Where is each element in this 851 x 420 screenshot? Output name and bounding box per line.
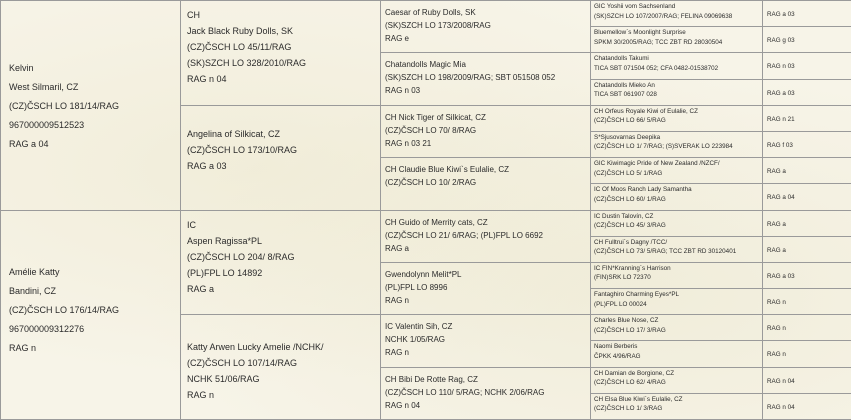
- dd-registration-2: NCHK 51/06/RAG: [187, 374, 260, 385]
- ss-name: Jack Black Ruby Dolls, SK: [187, 26, 294, 36]
- dam-cattery: Bandini, CZ: [9, 285, 57, 296]
- sddd-ems: RAG a 04: [763, 184, 851, 210]
- ddds-cell: [591, 367, 763, 393]
- dsd-name: Gwendolynn Melit*PL: [385, 269, 462, 279]
- sds-registration: (CZ)ČSCH LO 70/ 8/RAG: [385, 125, 477, 135]
- ds-ems: RAG a: [187, 283, 215, 294]
- dddd-name: CH Elsa Blue Kiwi`s Eulalie, CZ: [594, 395, 683, 403]
- dddd-ems: RAG n 04: [763, 393, 851, 419]
- sds-ems: RAG n 03 21: [385, 138, 432, 148]
- sdsd-registration: (CZ)ČSCH LO 1/ 7/RAG; (S)SVERAK LO 223984: [594, 143, 733, 151]
- dssd-registration: (CZ)ČSCH LO 73/ 5/RAG; TCC ZBT RD 30120401: [594, 248, 737, 256]
- ddd-registration: (CZ)ČSCH LO 110/ 5/RAG; NCHK 2/06/RAG: [385, 387, 545, 397]
- ssss-registration: (SK)SZCH LO 107/2007/RAG; FELINA 09069638: [594, 12, 733, 20]
- sire-registration: (CZ)ČSCH LO 181/14/RAG: [9, 101, 120, 111]
- sssd-ems: RAG g 03: [763, 27, 851, 53]
- dssd-name: CH Fulltrui`s Dagny /TCC/: [594, 238, 668, 246]
- ssds-cell: [591, 53, 763, 79]
- ssdd-name: Chatandolls Mieko An: [594, 81, 655, 89]
- sss-cell: [381, 1, 591, 53]
- dssd-cell: [591, 236, 763, 262]
- sdss-registration: (CZ)ČSCH LO 66/ 5/RAG: [594, 117, 666, 125]
- sdsd-ems: RAG f 03: [763, 131, 851, 157]
- ssss-name: GIC Yoshii vom Sachsenland: [594, 3, 676, 10]
- sss-name: Caesar of Ruby Dolls, SK: [385, 8, 476, 17]
- sdsd-name: S*Sjusovarnas Deepika: [594, 133, 661, 141]
- sdsd-cell: [591, 131, 763, 157]
- sddd-registration: (CZ)ČSCH LO 60/ 1/RAG: [594, 195, 666, 203]
- ssdd-ems: RAG a 03: [763, 79, 851, 105]
- ddsd-ems: RAG n: [763, 341, 851, 367]
- ssd-cell: [381, 53, 591, 105]
- dd-registration: (CZ)ČSCH LO 107/14/RAG: [187, 358, 298, 369]
- ss-title: CH: [187, 10, 200, 20]
- dd-name: Katty Arwen Lucky Amelie /NCHK/: [187, 342, 324, 353]
- sdss-cell: [591, 105, 763, 131]
- ds-registration-2: (PL)FPL LO 14892: [187, 267, 263, 278]
- ddds-registration: (CZ)ČSCH LO 62/ 4/RAG: [594, 379, 666, 387]
- ssss-ems: RAG a 03: [763, 1, 851, 27]
- sds-cell: [381, 105, 591, 157]
- ss-registration-2: (SK)SZCH LO 328/2010/RAG: [187, 58, 307, 68]
- sss-ems: RAG e: [385, 34, 410, 43]
- dss-ems: RAG a: [385, 243, 410, 253]
- ddd-name: CH Bibi De Rotte Rag, CZ: [385, 374, 478, 384]
- sdd-cell: [381, 158, 591, 210]
- sdss-ems: RAG n 21: [763, 105, 851, 131]
- dds-ems: RAG n: [385, 348, 410, 358]
- ddss-cell: [591, 315, 763, 341]
- dsdd-cell: [591, 289, 763, 315]
- sd-registration: (CZ)ČSCH LO 173/10/RAG: [187, 144, 298, 155]
- ddsd-cell: [591, 341, 763, 367]
- dam-ems: RAG n: [9, 342, 37, 353]
- sdds-registration: (CZ)ČSCH LO 5/ 1/RAG: [594, 169, 663, 177]
- ddd-cell: [381, 367, 591, 419]
- ds-name: Aspen Ragissa*PL: [187, 235, 263, 246]
- ssd-name: Chatandolls Magic Mia: [385, 60, 466, 70]
- dds-name: IC Valentin Sih, CZ: [385, 322, 453, 332]
- dsss-cell: [591, 210, 763, 236]
- ssd-ems: RAG n 03: [385, 86, 421, 96]
- ddds-ems: RAG n 04: [763, 367, 851, 393]
- dsdd-registration: (PL)FPL LO 00024: [594, 300, 647, 308]
- ssdd-cell: [591, 79, 763, 105]
- ssds-name: Chatandolls Takumi: [594, 55, 649, 63]
- ds-registration: (CZ)ČSCH LO 204/ 8/RAG: [187, 251, 295, 262]
- sire-chip: 967000009512523: [9, 120, 85, 130]
- dss-cell: [381, 210, 591, 262]
- sssd-registration: SPKM 30/2005/RAG; TCC ZBT RD 28030504: [594, 38, 723, 46]
- dd-cell: [181, 315, 381, 420]
- dddd-cell: [591, 393, 763, 419]
- dsd-registration: (PL)FPL LO 8996: [385, 282, 448, 292]
- sire-ems: RAG a 04: [9, 139, 49, 149]
- sd-name: Angelina of Silkicat, CZ: [187, 128, 281, 139]
- ssss-cell: [591, 1, 763, 27]
- sssd-name: Bluemellow`s Moonlight Surprise: [594, 29, 686, 37]
- dds-cell: [381, 315, 591, 367]
- dssd-ems: RAG a: [763, 236, 851, 262]
- dd-ems: RAG n: [187, 390, 215, 401]
- ss-registration: (CZ)ČSCH LO 45/11/RAG: [187, 42, 292, 52]
- sdds-ems: RAG a: [763, 158, 851, 184]
- sire-cell: [1, 1, 181, 211]
- sire-name: Kelvin: [9, 63, 34, 73]
- ssd-registration: (SK)SZCH LO 198/2009/RAG; SBT 051508 052: [385, 73, 556, 83]
- dddd-registration: (CZ)ČSCH LO 1/ 3/RAG: [594, 405, 663, 413]
- dam-chip: 967000009312276: [9, 323, 85, 334]
- dam-name: Amélie Katty: [9, 266, 60, 277]
- dsd-ems: RAG n: [385, 295, 410, 305]
- ssdd-registration: TICA SBT 061907 028: [594, 91, 657, 99]
- dam-cell: [1, 210, 181, 420]
- sds-name: CH Nick Tiger of Silkicat, CZ: [385, 112, 486, 122]
- ssds-ems: RAG n 03: [763, 53, 851, 79]
- sdds-name: GIC Kiwimagic Pride of New Zealand /NZCF/: [594, 160, 720, 168]
- dsdd-name: Fantaghiro Charming Eyes*PL: [594, 291, 680, 299]
- sdds-cell: [591, 158, 763, 184]
- ss-ems: RAG n 04: [187, 74, 227, 84]
- ddss-name: Charles Blue Nose, CZ: [594, 317, 659, 325]
- sssd-cell: [591, 27, 763, 53]
- dam-registration: (CZ)ČSCH LO 176/14/RAG: [9, 304, 120, 315]
- ddds-name: CH Damian de Borgione, CZ: [594, 369, 675, 377]
- dsss-name: IC Dustin Talovín, CZ: [594, 212, 654, 220]
- sd-cell: [181, 105, 381, 210]
- dsss-registration: (CZ)ČSCH LO 45/ 3/RAG: [594, 222, 666, 229]
- sire-cattery: West Silmaril, CZ: [9, 82, 79, 92]
- dss-name: CH Guido of Merrity cats, CZ: [385, 217, 488, 227]
- dsss-ems: RAG a: [763, 210, 851, 236]
- sdd-name: CH Claudie Blue Kiwi`s Eulalie, CZ: [385, 165, 510, 175]
- ddd-ems: RAG n 04: [385, 400, 421, 410]
- sdd-registration: (CZ)ČSCH LO 10/ 2/RAG: [385, 178, 477, 188]
- dsds-name: IC FIN*Kranning`s Harrison: [594, 264, 671, 272]
- dsd-cell: [381, 262, 591, 314]
- ddss-ems: RAG n: [763, 315, 851, 341]
- dsdd-ems: RAG n: [763, 289, 851, 315]
- ssds-registration: TICA SBT 071504 052; CFA 0482-01538702: [594, 64, 719, 72]
- ddsd-registration: ČPKK 4/96/RAG: [594, 352, 641, 360]
- sd-ems: RAG a 03: [187, 160, 227, 171]
- dsds-cell: [591, 262, 763, 288]
- dsds-ems: RAG a 03: [763, 262, 851, 288]
- sddd-cell: [591, 184, 763, 210]
- sddd-name: IC Of Moos Ranch Lady Samantha: [594, 186, 692, 194]
- sss-registration: (SK)SZCH LO 173/2008/RAG: [385, 21, 491, 30]
- ddss-registration: (CZ)ČSCH LO 17/ 3/RAG: [594, 326, 666, 334]
- dds-registration: NCHK 1/05/RAG: [385, 335, 446, 345]
- ddsd-name: Naomi Berberis: [594, 343, 638, 351]
- dsds-registration: (FIN)SRK LO 72370: [594, 274, 651, 282]
- ds-cell: [181, 210, 381, 315]
- ss-cell: [181, 1, 381, 106]
- ds-title: IC: [187, 219, 196, 230]
- dss-registration: (CZ)ČSCH LO 21/ 6/RAG; (PL)FPL LO 6692: [385, 230, 543, 240]
- sdss-name: CH Orfeus Royale Kiwi of Eulalie, CZ: [594, 107, 698, 115]
